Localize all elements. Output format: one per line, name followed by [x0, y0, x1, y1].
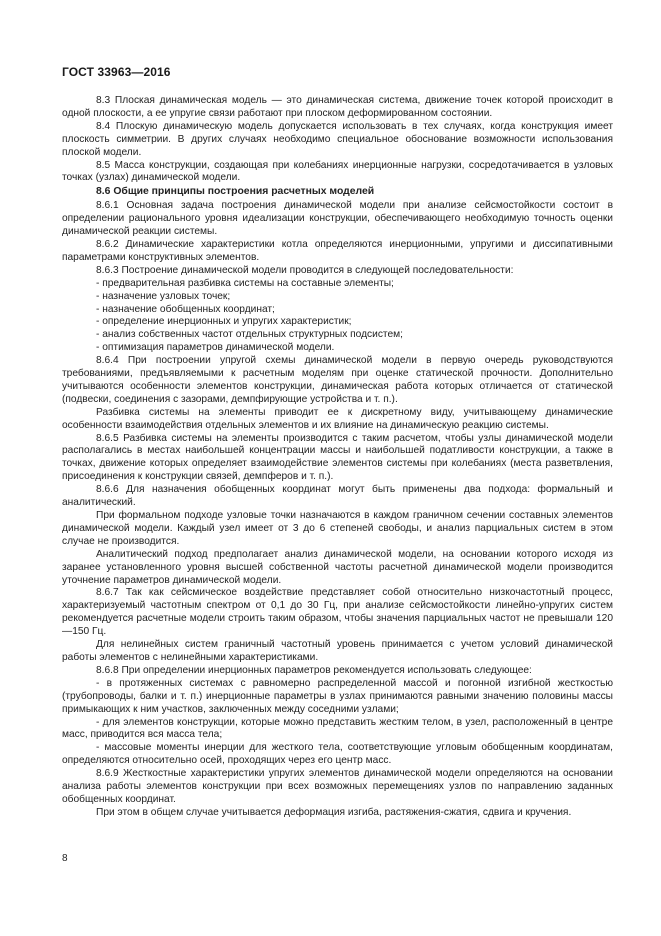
paragraph: Аналитический подход предполагает анализ динамической модели, на основании которого исходя из заранее установленного уровня высшей собственной частоты расчетной динамической модели производится уточнение параметров динамической модели. [62, 548, 613, 586]
paragraph-8-6-8: 8.6.8 При определении инерционных параметров рекомендуется использовать следующее: [96, 664, 532, 676]
list-item: - оптимизация параметров динамической модели. [96, 342, 335, 354]
list-item: - назначение обобщенных координат; [96, 303, 275, 315]
document-body [62, 95, 613, 820]
paragraph-8-6-1: 8.6.1 Основная задача построения динамической модели при анализе сейсмостойкости состоит в определении рационального уровня идеализации конструкции, обеспечивающего необходимую точность оценки динамической реакции системы. [62, 200, 613, 238]
paragraph-8-6-5: 8.6.5 Разбивка системы на элементы производится с таким расчетом, чтобы узлы динамической модели располагались в местах наибольшей концентрации массы и наибольшей податливости конструкции, а также в точках, движение которых определяет взаимодействие элементов системы при колебаниях (места разветвления, присоединения к конструкции связей, демпферов и т. п.). [62, 432, 613, 483]
paragraph-8-6-6: 8.6.6 Для назначения обобщенных координат могут быть применены два подхода: формальный и аналитический. [62, 484, 613, 509]
list-item: - массовые моменты инерции для жесткого тела, соответствующие угловым обобщенным координатам, определяются относительно осей, проходящих через его центр масс. [62, 742, 613, 767]
paragraph: При формальном подходе узловые точки назначаются в каждом граничном сечении составных элементов динамической модели. Каждый узел имеет от 3 до 6 степеней свободы, и анализ парциальных систем в этом случае не производится. [62, 510, 613, 547]
section-heading-8-6: 8.6 Общие принципы построения расчетных моделей [96, 186, 375, 198]
paragraph: Для нелинейных систем граничный частотный уровень принимается с учетом условий динамической работы элементов с нелинейными характеристиками. [62, 639, 613, 663]
paragraph-8-6-2: 8.6.2 Динамические характеристики котла определяются инерционными, упругими и диссипативными параметрами конструктивных элементов. [62, 238, 613, 263]
paragraph-8-3: 8.3 Плоская динамическая модель — это динамическая система, движение точек которой происходит в одной плоскости, а ее упругие связи работают при плоском деформированном состоянии. [62, 95, 613, 119]
paragraph-8-6-4: 8.6.4 При построении упругой схемы динамической модели в первую очередь руководствуются требованиями, предъявляемыми к расчетным моделям при оценке статической прочности. Дополнительно учитываются особенности элементов конструкции, динамическая работа которых отличается от статической (подвески, соединения с зазорами, демпфирующие устройства и т. п.). [62, 355, 613, 405]
document-header: ГОСТ 33963—2016 [62, 65, 171, 79]
list-item: - для элементов конструкции, которые можно представить жестким телом, в узел, расположенный в центре масс, приводится вся масса тела; [62, 716, 613, 741]
paragraph-8-6-9: 8.6.9 Жесткостные характеристики упругих элементов динамической модели определяются на основании анализа работы элементов конструкции при всех возможных перемещениях узлов по направлению заданных обобщенных координат. [62, 768, 613, 805]
paragraph: При этом в общем случае учитывается деформация изгиба, растяжения-сжатия, сдвига и кручения. [96, 806, 572, 818]
list-item: - назначение узловых точек; [96, 290, 231, 302]
paragraph-8-4: 8.4 Плоскую динамическую модель допускается использовать в тех случаях, когда конструкция имеет плоскость симметрии. В других случаях необходимо специальное обоснование возможности использования плоской модели. [62, 120, 613, 158]
list-item: - анализ собственных частот отдельных структурных подсистем; [96, 329, 403, 341]
paragraph-8-5: 8.5 Масса конструкции, создающая при колебаниях инерционные нагрузки, сосредотачивается в узловых точках (узлах) динамической модели. [62, 159, 613, 184]
list-item: - предварительная разбивка системы на составные элементы; [96, 277, 394, 289]
page-number: 8 [62, 853, 68, 864]
list-item: - в протяженных системах с равномерно распределенной массой и погонной изгибной жесткостью (трубопроводы, балки и т. п.) инерционные параметры в узлах принимаются равными значению половины массы примыкающих к ним участков, заключенных между соседними узлами; [62, 677, 613, 715]
paragraph-8-6-7: 8.6.7 Так как сейсмическое воздействие представляет собой относительно низкочастотный процесс, характеризуемый частотным спектром от 0,1 до 30 Гц, при анализе сейсмостойкости линейно-упругих систем рекомендуется расчетные модели строить таким образом, чтобы значения парциальных частот не превышали 120—150 Гц. [62, 587, 613, 638]
list-item: - определение инерционных и упругих характеристик; [96, 316, 352, 328]
paragraph: Разбивка системы на элементы приводит ее к дискретному виду, учитывающему динамические особенности взаимодействия отдельных элементов и их влияние на динамическую реакцию системы. [62, 406, 613, 431]
paragraph-8-6-3: 8.6.3 Построение динамической модели проводится в следующей последовательности: [96, 264, 514, 276]
